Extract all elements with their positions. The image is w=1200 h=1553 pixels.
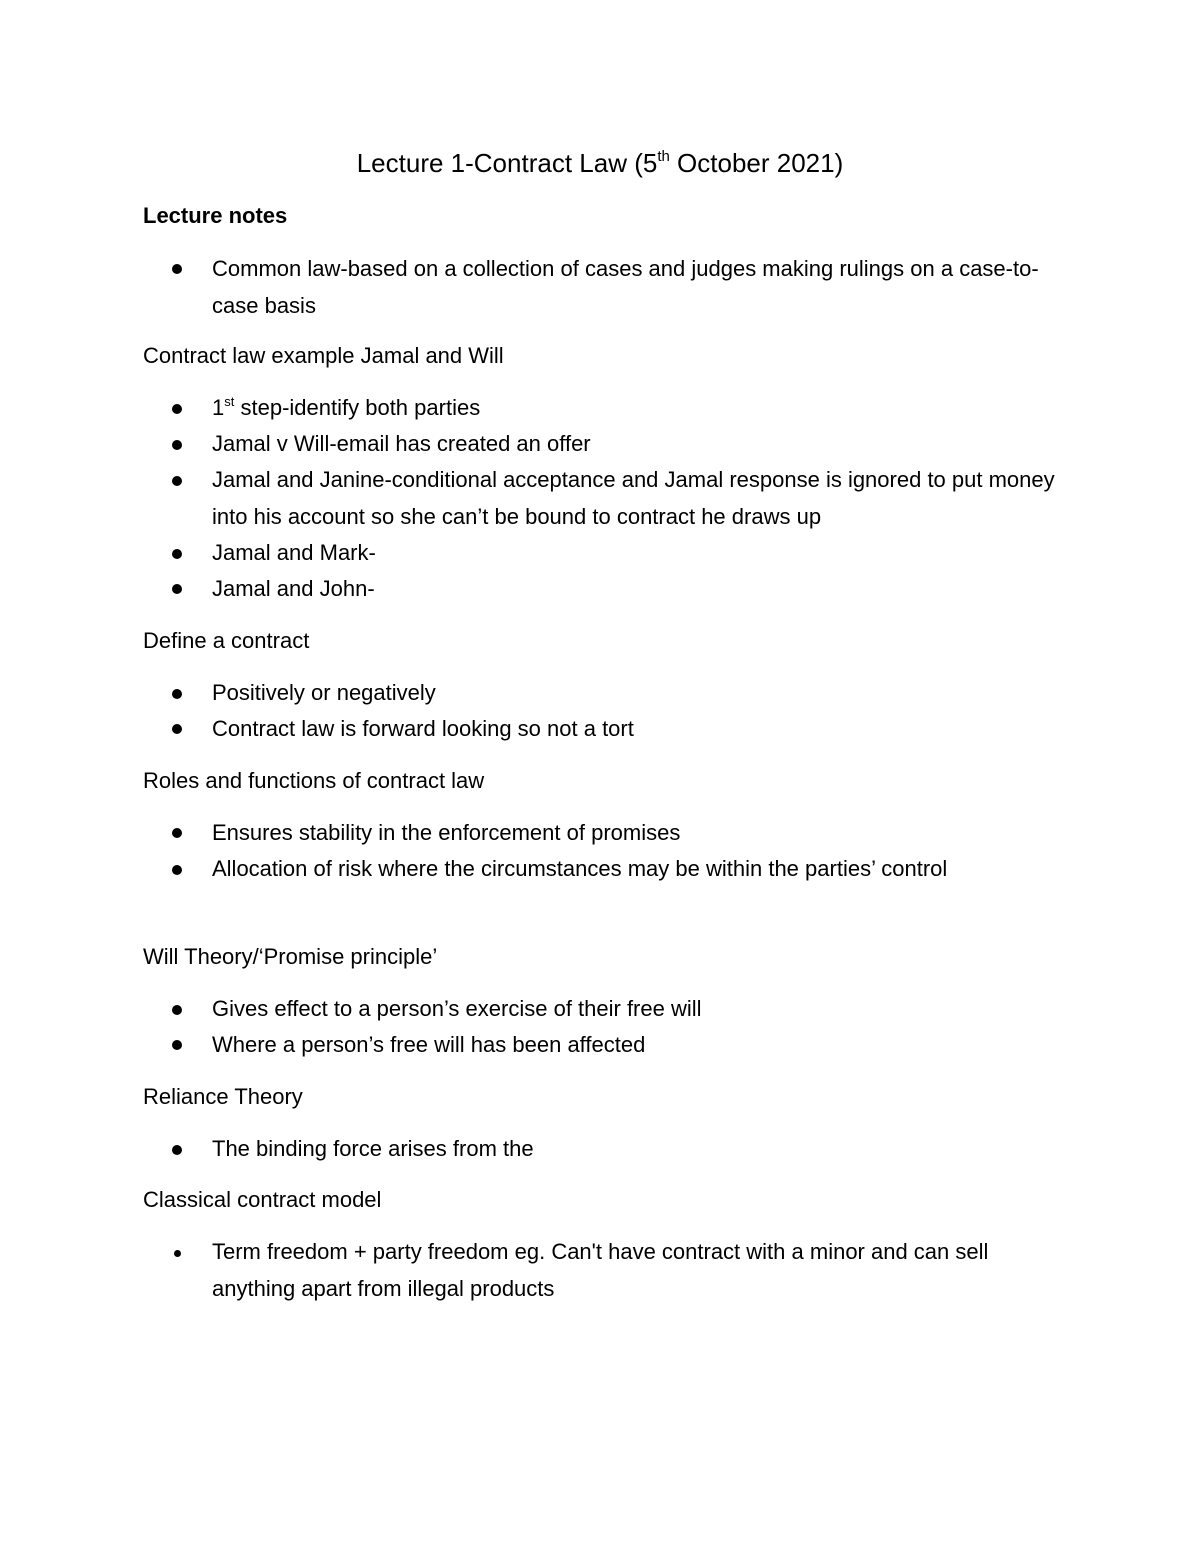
section-heading-will-theory: Will Theory/‘Promise principle’ (143, 944, 438, 969)
bullet-icon (172, 865, 182, 875)
list-item: Term freedom + party freedom eg. Can't have contract with a minor and can sell anything apart from illegal products (212, 1239, 989, 1301)
list-item: Gives effect to a person’s exercise of their free will (212, 996, 702, 1021)
bullet-icon (172, 1040, 182, 1050)
list-item: Common law-based on a collection of cases and judges making rulings on a case-to-case basis (212, 256, 1039, 318)
list-item: Ensures stability in the enforcement of promises (212, 820, 681, 845)
step-superscript: st (224, 394, 235, 409)
section-heading-classical-model: Classical contract model (143, 1187, 382, 1212)
list-item: The binding force arises from the (212, 1136, 534, 1161)
bullet-icon (172, 724, 182, 734)
list-item: Jamal and Janine-conditional acceptance and Jamal response is ignored to put money into his account so she can’t be bound to contract he draws up (212, 467, 1055, 529)
bullet-icon (172, 689, 182, 699)
document-title (0, 143, 1200, 188)
section-heading-reliance-theory: Reliance Theory (143, 1084, 303, 1109)
list-item: Jamal v Will-email has created an offer (212, 431, 591, 456)
bullet-icon (172, 264, 182, 274)
list-item: Allocation of risk where the circumstances may be within the parties’ control (212, 856, 948, 881)
list-item: Jamal and John- (212, 576, 375, 601)
bullet-icon (172, 828, 182, 838)
section-heading-lecture-notes: Lecture notes (143, 203, 288, 228)
list-item: Positively or negatively (212, 680, 436, 705)
list-item: Where a person’s free will has been affected (212, 1032, 646, 1057)
list-item (212, 390, 1072, 430)
title-prefix: Lecture 1-Contract Law (5 (356, 148, 658, 178)
list-item: Contract law is forward looking so not a tort (212, 716, 634, 741)
step-text: step-identify both parties (240, 395, 481, 420)
bullet-icon (172, 1005, 182, 1015)
section-heading-roles-functions: Roles and functions of contract law (143, 768, 485, 793)
list-item: Jamal and Mark- (212, 540, 376, 565)
bullet-icon (172, 440, 182, 450)
bullet-icon (172, 1145, 182, 1155)
bullet-icon (172, 549, 182, 559)
title-suffix: October 2021) (669, 148, 844, 178)
section-heading-define-contract: Define a contract (143, 628, 310, 653)
section-heading-contract-example: Contract law example Jamal and Will (143, 343, 504, 368)
bullet-icon (172, 584, 182, 594)
bullet-icon (172, 476, 182, 486)
step-number: 1 (212, 395, 225, 420)
title-superscript: th (657, 148, 670, 165)
bullet-icon (174, 1250, 181, 1257)
bullet-icon (172, 404, 182, 414)
